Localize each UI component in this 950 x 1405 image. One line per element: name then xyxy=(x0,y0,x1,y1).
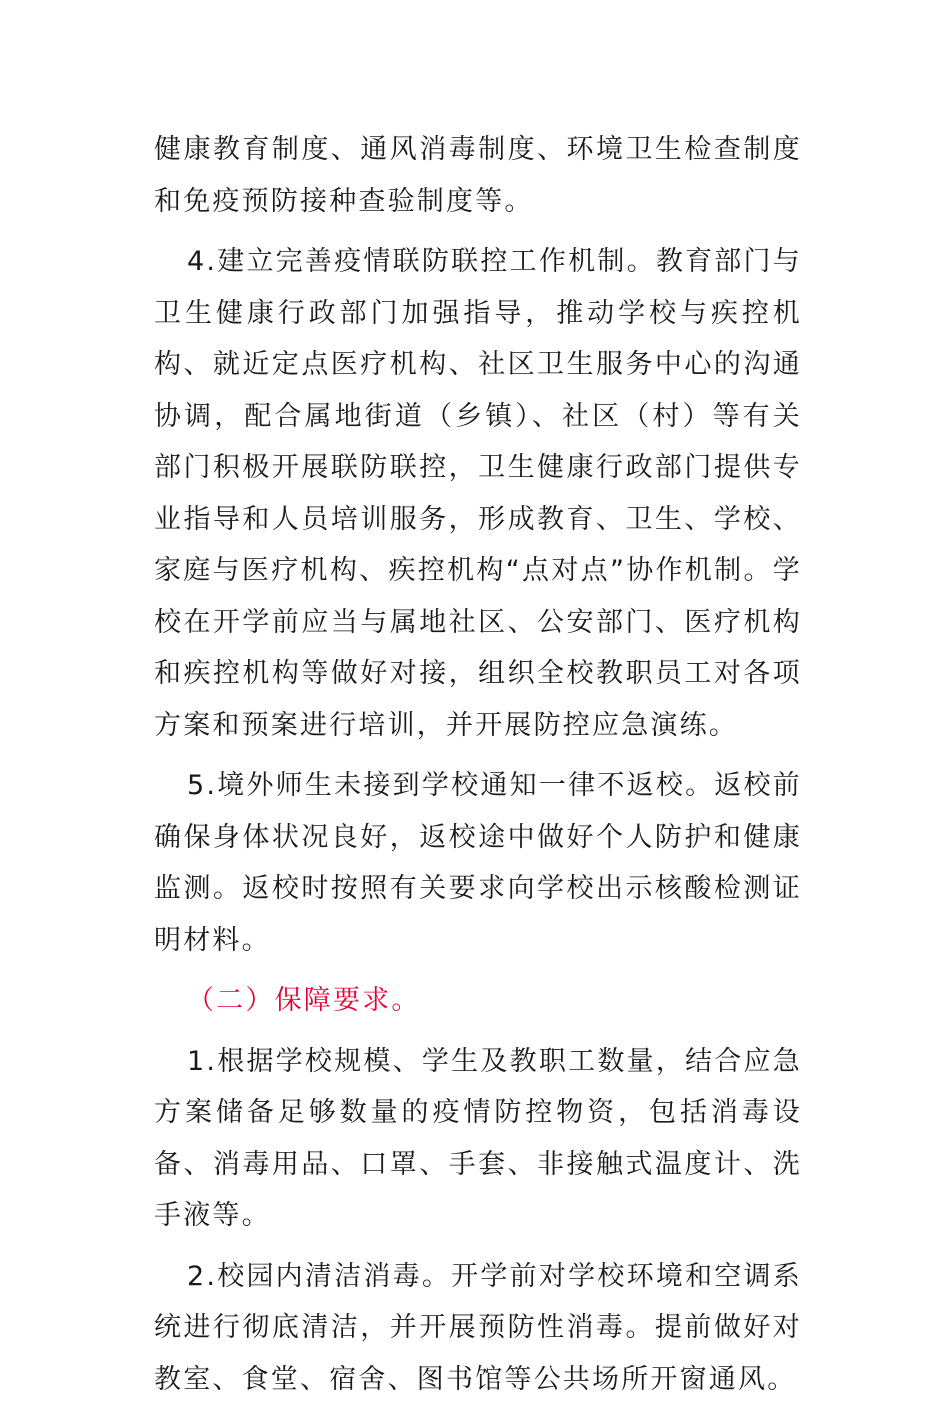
section-heading: （二）保障要求。 xyxy=(154,975,802,1027)
paragraph-gap xyxy=(154,1027,802,1036)
paragraph-gap xyxy=(154,1242,802,1251)
paragraph-item-4: 4.建立完善疫情联防联控工作机制。教育部门与卫生健康行政部门加强指导，推动学校与疾控机构、就近定点医疗机构、社区卫生服务中心的沟通协调，配合属地街道（乡镇）、社区（村）等有关部门积极开展联防联控，卫生健康行政部门提供专业指导和人员培训服务，形成教育、卫生、学校、家庭与医疗机构、疾控机构“点对点”协作机制。学校在开学前应当与属地社区、公安部门、医疗机构和疾控机构等做好对接，组织全校教职员工对各项方案和预案进行培训，并开展防控应急演练。 xyxy=(154,236,802,751)
paragraph-item-2: 2.校园内清洁消毒。开学前对学校环境和空调系统进行彻底清洁，并开展预防性消毒。提前做好对教室、食堂、宿舍、图书馆等公共场所开窗通风。 xyxy=(154,1251,802,1405)
document-body xyxy=(154,124,802,1405)
paragraph-gap xyxy=(154,966,802,975)
paragraph-gap xyxy=(154,227,802,236)
paragraph-item-1: 1.根据学校规模、学生及教职工数量，结合应急方案储备足够数量的疫情防控物资，包括消毒设备、消毒用品、口罩、手套、非接触式温度计、洗手液等。 xyxy=(154,1036,802,1242)
paragraph-item-5: 5.境外师生未接到学校通知一律不返校。返校前确保身体状况良好，返校途中做好个人防护和健康监测。返校时按照有关要求向学校出示核酸检测证明材料。 xyxy=(154,760,802,966)
paragraph-continuation: 健康教育制度、通风消毒制度、环境卫生检查制度和免疫预防接种查验制度等。 xyxy=(154,124,802,227)
paragraph-gap xyxy=(154,751,802,760)
